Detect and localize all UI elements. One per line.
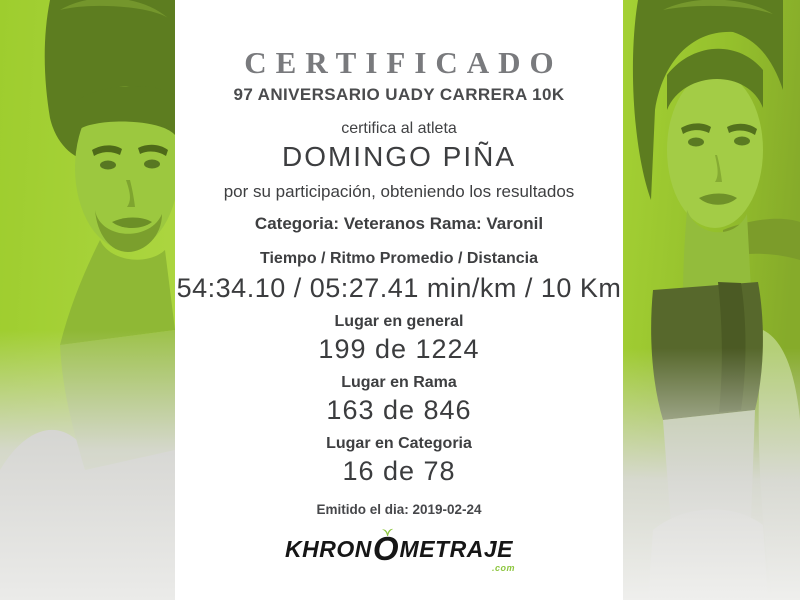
placement-general-value: 199 de 1224	[318, 334, 480, 364]
issued-date-line: Emitido el dia: 2019-02-24	[316, 502, 482, 517]
khronometraje-logo	[285, 530, 515, 573]
logo-letter-o: O	[372, 530, 399, 567]
logo-text-right: METRAJE	[399, 535, 513, 562]
placement-general-label: Lugar en general	[334, 313, 464, 330]
placement-rama-value: 163 de 846	[326, 395, 472, 425]
logo-text-left: KHRON	[285, 535, 372, 562]
logo-o-wrap	[372, 530, 399, 567]
certificate-title: CERTIFICADO	[244, 45, 563, 80]
certificate-content	[175, 0, 623, 600]
female-runner-illustration	[623, 0, 800, 600]
placement-categoria-label: Lugar en Categoria	[326, 435, 472, 452]
male-runner-photo	[0, 0, 175, 600]
male-runner-illustration	[0, 0, 175, 600]
participation-text: por su participación, obteniendo los resultados	[223, 182, 575, 201]
female-runner-photo	[623, 0, 800, 600]
certifies-label: certifica al atleta	[341, 120, 457, 137]
placement-categoria-value: 16 de 78	[342, 456, 456, 486]
sprout-icon	[380, 527, 394, 536]
results-value: 54:34.10 / 05:27.41 min/km / 10 Km	[176, 273, 622, 303]
logo-tld: .com	[491, 563, 515, 573]
placement-rama-label: Lugar en Rama	[341, 374, 457, 391]
athlete-name: DOMINGO PIÑA	[281, 141, 516, 172]
results-header: Tiempo / Ritmo Promedio / Distancia	[260, 250, 538, 267]
event-name: 97 ANIVERSARIO UADY CARRERA 10K	[233, 85, 565, 104]
category-line: Categoria: Veteranos Rama: Varonil	[254, 214, 544, 233]
